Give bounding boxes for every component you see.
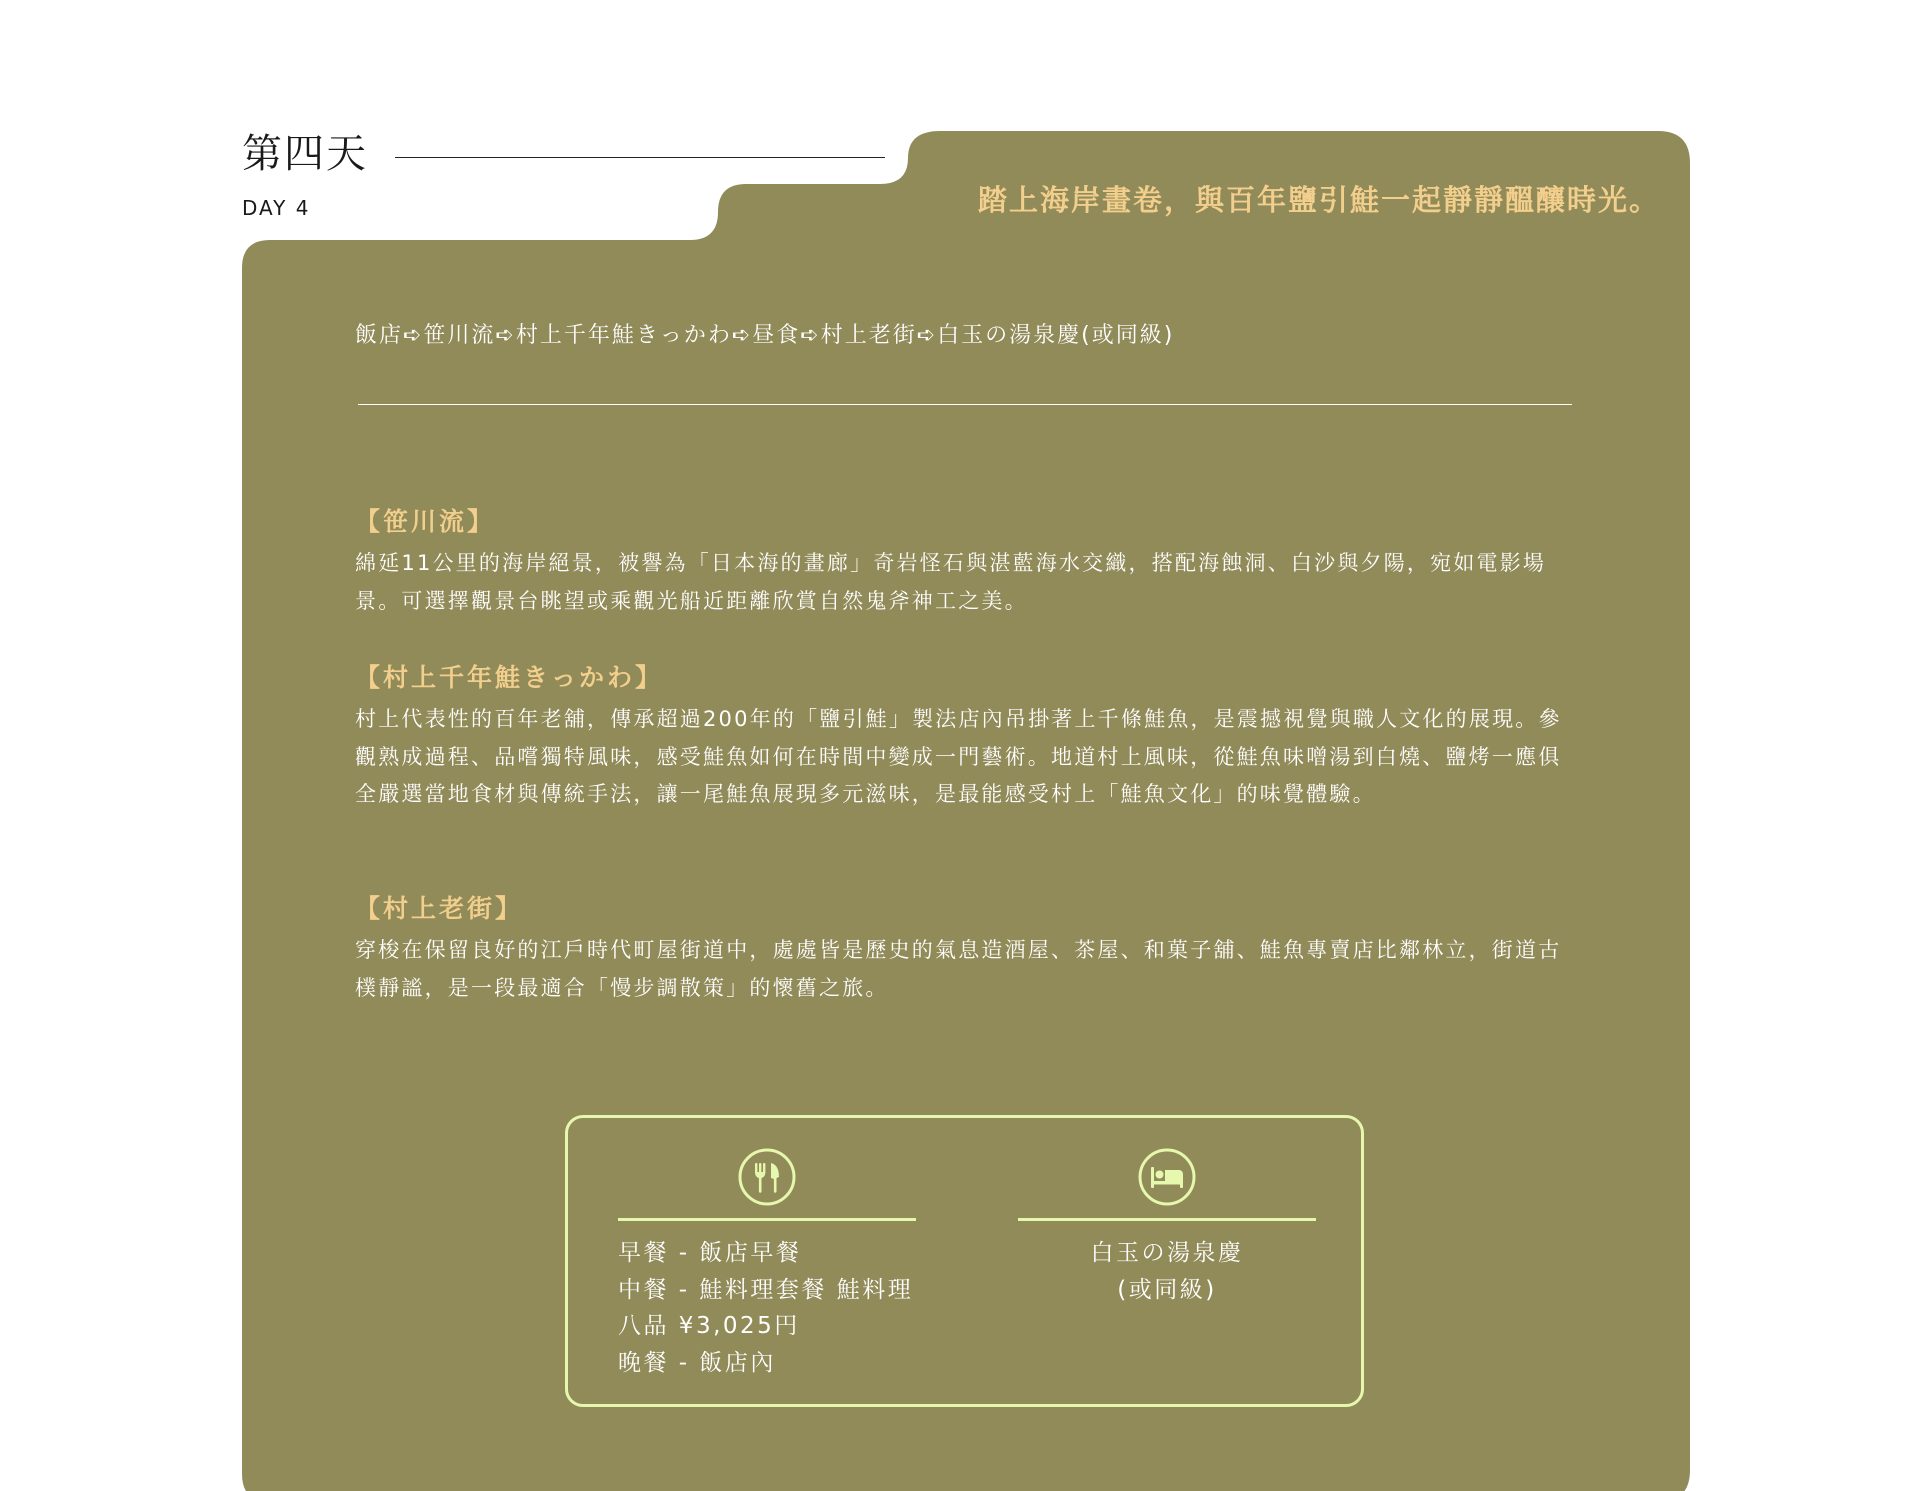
hotel-note: (或同級): [1117, 1276, 1217, 1303]
meal-breakfast: 早餐 - 飯店早餐: [618, 1240, 802, 1266]
section-title: 【笹川流】: [355, 507, 496, 536]
hotel-name: 白玉の湯泉慶: [1090, 1240, 1244, 1266]
hotel-info: [1018, 1235, 1316, 1308]
fork-knife-icon: [738, 1148, 796, 1206]
route-divider: [358, 404, 1572, 405]
meal-hotel-box: [565, 1115, 1364, 1407]
section-title: 【村上千年鮭きっかわ】: [355, 663, 664, 692]
title-divider: [395, 157, 885, 158]
section-kikkawa: [355, 660, 1580, 814]
meal-column: [618, 1148, 916, 1381]
section-murakami-old-street: [355, 891, 1580, 1007]
meal-list: [618, 1235, 916, 1381]
section-body: 綿延11公里的海岸絕景，被譽為「日本海的畫廊」奇岩怪石與湛藍海水交織，搭配海蝕洞、白沙與夕陽，宛如電影場景。可選擇觀景台眺望或乘觀光船近距離欣賞自然鬼斧神工之美。: [355, 551, 1547, 613]
meal-lunch: 中餐 - 鮭料理套餐 鮭料理 八品 ¥3,025円: [618, 1276, 914, 1339]
section-body: 村上代表性的百年老舖，傳承超過200年的「鹽引鮭」製法店內吊掛著上千條鮭魚，是震撼視覺與職人文化的展現。參觀熟成過程、品嚐獨特風味，感受鮭魚如何在時間中變成一門藝術。地道村上風味，從鮭魚味噌湯到白燒、鹽烤一應俱全嚴選當地食材與傳統手法，讓一尾鮭魚展現多元滋味，是最能感受村上「鮭魚文化」的味覺體驗。: [355, 707, 1562, 806]
section-body: 穿梭在保留良好的江戶時代町屋街道中，處處皆是歷史的氣息造酒屋、茶屋、和菓子舖、鮭魚專賣店比鄰林立，街道古樸靜謐，是一段最適合「慢步調散策」的懷舊之旅。: [355, 938, 1562, 1000]
hotel-divider: [1018, 1218, 1316, 1221]
tagline: 踏上海岸畫卷，與百年鹽引鮭一起靜靜醞釀時光。: [977, 183, 1660, 217]
section-title: 【村上老街】: [355, 894, 524, 923]
hotel-column: [1018, 1148, 1316, 1308]
bed-icon: [1138, 1148, 1196, 1206]
meal-dinner: 晚餐 - 飯店內: [618, 1349, 776, 1376]
day-subtitle: DAY 4: [242, 196, 311, 220]
day-title: 第四天: [242, 131, 368, 177]
route-line: 飯店➪笹川流➪村上千年鮭きっかわ➪昼食➪村上老街➪白玉の湯泉慶(或同級): [355, 323, 1175, 348]
section-sasagawa: [355, 504, 1580, 620]
meal-divider: [618, 1218, 916, 1221]
